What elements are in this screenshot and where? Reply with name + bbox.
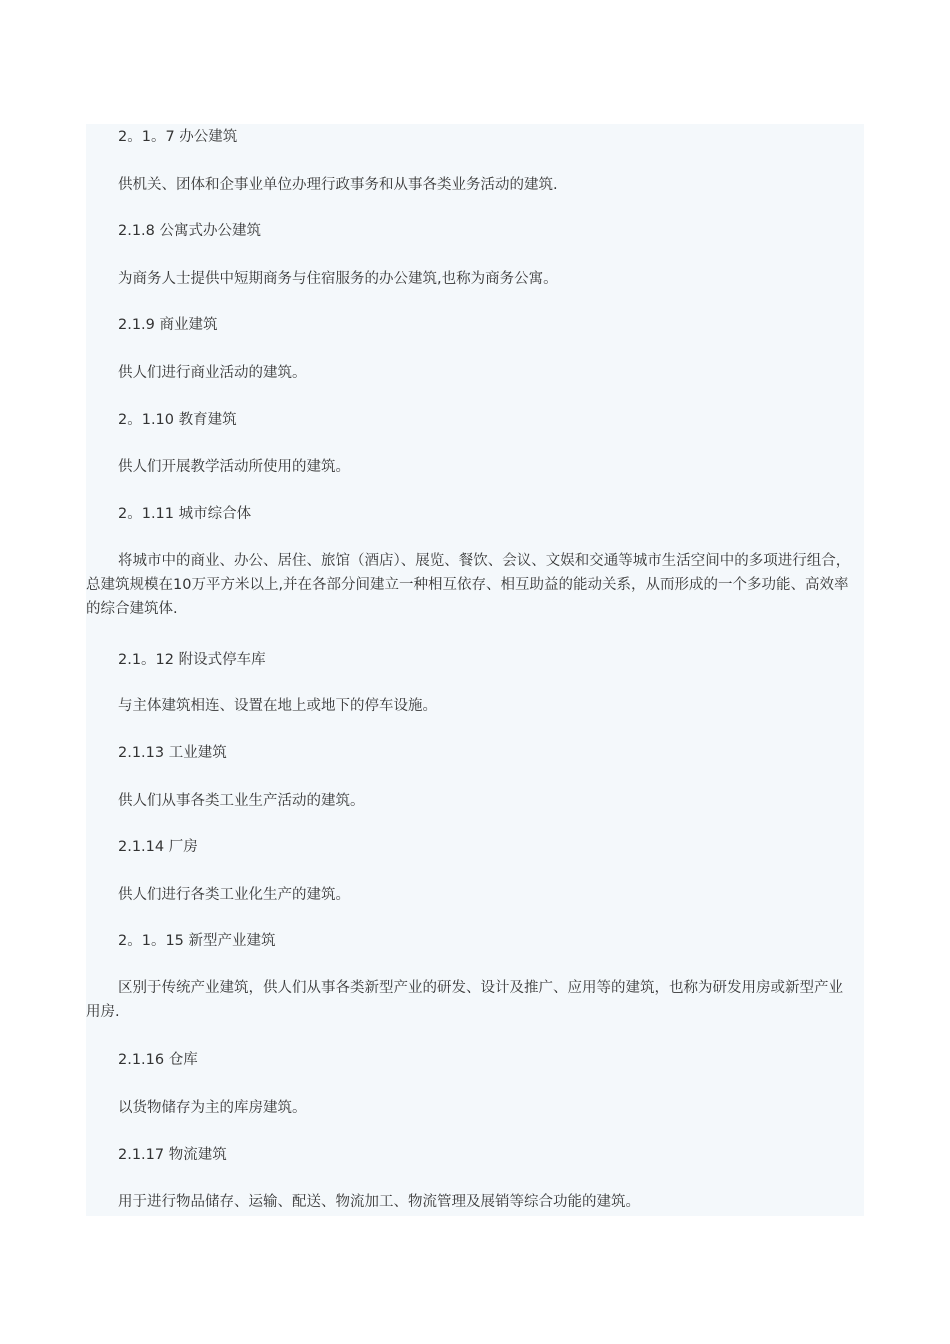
section-text: 供人们开展教学活动所使用的建筑。 xyxy=(118,459,350,475)
section-heading: 2。1.11 城市综合体 xyxy=(118,506,252,522)
section-text: 供人们从事各类工业生产活动的建筑。 xyxy=(118,793,365,809)
section-text: 与主体建筑相连、设置在地上或地下的停车设施。 xyxy=(118,698,437,714)
section-heading: 2.1.16 仓库 xyxy=(118,1052,198,1068)
section-text: 以货物储存为主的库房建筑。 xyxy=(118,1100,307,1116)
section-text: 区别于传统产业建筑，供人们从事各类新型产业的研发、设计及推广、应用等的建筑，也称为研发用房或新型产业用房. xyxy=(86,980,843,1020)
section-heading: 2.1.14 厂房 xyxy=(118,839,198,855)
content-panel xyxy=(86,124,864,1216)
section-text: 供人们进行商业活动的建筑。 xyxy=(118,365,307,381)
section-text: 用于进行物品储存、运输、配送、物流加工、物流管理及展销等综合功能的建筑。 xyxy=(118,1194,640,1210)
section-text: 为商务人士提供中短期商务与住宿服务的办公建筑,也称为商务公寓。 xyxy=(118,271,558,287)
section-heading: 2.1.9 商业建筑 xyxy=(118,317,218,333)
section-heading: 2。1.10 教育建筑 xyxy=(118,412,237,428)
section-heading: 2.1。12 附设式停车库 xyxy=(118,652,266,668)
section-heading: 2.1.17 物流建筑 xyxy=(118,1147,227,1163)
section-heading: 2.1.13 工业建筑 xyxy=(118,745,227,761)
section-text: 供机关、团体和企事业单位办理行政事务和从事各类业务活动的建筑. xyxy=(118,177,558,193)
section-heading: 2。1。15 新型产业建筑 xyxy=(118,933,276,949)
section-heading: 2。1。7 办公建筑 xyxy=(118,129,238,145)
section-text: 供人们进行各类工业化生产的建筑。 xyxy=(118,887,350,903)
section-text: 将城市中的商业、办公、居住、旅馆（酒店）、展览、餐饮、会议、文娱和交通等城市生活空间中的多项进行组合，总建筑规模在10万平方米以上,并在各部分间建立一种相互依存、相互助益的能动关系，从而形成的一个多功能、高效率的综合建筑体. xyxy=(86,553,851,617)
section-heading: 2.1.8 公寓式办公建筑 xyxy=(118,223,262,239)
